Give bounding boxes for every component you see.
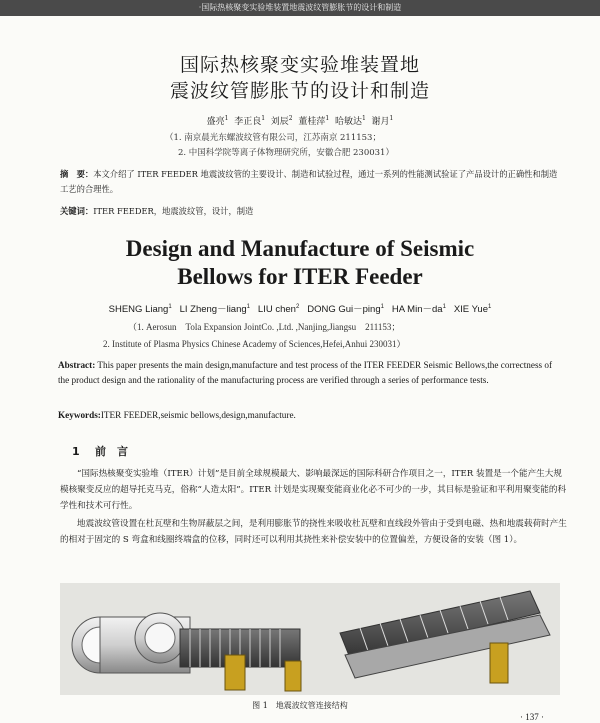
en-author: DONG Gui－ping$^1$ <box>307 303 384 315</box>
cn-author: 刘辰$^2$ <box>270 115 293 127</box>
en-author: HA $Min-da^1$ <box>391 303 446 315</box>
cn-abstract <box>60 167 560 197</box>
en-abstract-text: This paper presents the main design,manufacture and test process of the ITER FEEDER Seismic Bellows,the correctness of the product design and the rationality of the manufacturing process are verified through a series of performance tests. <box>58 360 553 385</box>
cn-keywords-label: 关键词： <box>60 206 94 216</box>
en-author: LIU chen$^2$ <box>257 303 300 315</box>
cn-keywords-text: ITER FEEDER，地震波纹管，设计，制造 <box>93 206 254 216</box>
figure-1-photo <box>60 583 560 695</box>
cn-authors <box>0 114 600 127</box>
page-number: · 137 · <box>520 712 544 722</box>
en-author: XIE Yue$^1$ <box>453 303 492 315</box>
en-abstract-label: Abstract: <box>58 360 96 370</box>
cn-abstract-label: 摘 要： <box>60 169 94 179</box>
cn-affiliation-1: （1. 南京晨光东螺波纹管有限公司，江苏南京 211153； <box>165 133 381 143</box>
cn-author: 李正良$^1$ <box>234 115 266 127</box>
support-bracket <box>225 655 245 690</box>
cn-title-line1: 国际热核聚变实验堆装置地 <box>179 54 420 76</box>
en-title-line1: Design and Manufacture of Seismic <box>125 236 475 261</box>
figure-1-caption: 图 1 地震波纹管连接结构 <box>252 701 348 710</box>
running-header <box>0 0 600 16</box>
en-abstract <box>58 358 558 388</box>
running-title: ·国际热核聚变实验堆装置地震波纹管膨胀节的设计和制造 <box>198 3 402 12</box>
en-affiliation-2: 2. Institute of Plasma Physics Chinese Academy of Sciences,Hefei,Anhui 230031） <box>103 339 406 349</box>
section-title: 前 言 <box>94 445 128 458</box>
en-title-line2: Bellows for ITER Feeder <box>177 264 423 289</box>
section-heading <box>72 443 128 459</box>
cn-title-line2: 震波纹管膨胀节的设计和制造 <box>169 80 430 102</box>
en-keywords-text: ITER FEEDER,seismic bellows,design,manufacture. <box>100 410 296 420</box>
body-paragraph-2: 地震波纹管设置在杜瓦壁和生物屏蔽层之间，是利用膨胀节的挠性来吸收杜瓦壁和直线段外管由于受到电磁、热和地震载荷时产生的相对于固定的 S 弯盒和线圈终端盒的位移，同时还可以利用其挠性来补偿安装中的位置偏差，方便设备的安装（图 1）。 <box>60 519 567 545</box>
cn-affiliation-2: 2. 中国科学院等离子体物理研究所，安徽合肥 230031） <box>178 148 394 158</box>
section-number: 1 <box>72 445 80 458</box>
cn-author: 盛亮$^1$ <box>206 115 229 127</box>
en-affiliation-1: （1. Aerosun Tola Expansion JointCo. ,Ltd. ,Nanjing,Jiangsu 211153； <box>128 322 401 332</box>
en-author: SHENG Liang$^1$ <box>108 303 172 315</box>
body-paragraph-1: “国际热核聚变实验堆（ITER）计划”是目前全球规模最大、影响最深远的国际科研合作项目之一，ITER 装置是一个能产生大规模核聚变反应的超导托克马克，俗称“人造太阳”。ITER 计划是实现聚变能商业化必不可少的一步，其目标是验证和平利用聚变能的科学性和技术可行性。 <box>60 469 567 511</box>
en-author: LI Zheng－liang$^1$ <box>179 303 250 315</box>
cn-author: 哈敏达$^1$ <box>334 115 366 127</box>
cn-author: 董桂萍$^1$ <box>298 115 330 127</box>
bellows-structure-illustration <box>60 583 560 695</box>
cn-abstract-text: 本文介绍了 ITER FEEDER 地震波纹管的主要设计、制造和试验过程，通过一系列的性能测试验证了产品设计的正确性和制造工艺的合理性。 <box>60 169 558 194</box>
en-authors <box>0 301 600 315</box>
cn-author: 谢月$^1$ <box>371 115 394 127</box>
en-keywords <box>58 408 558 423</box>
en-keywords-label: Keywords: <box>58 410 101 420</box>
cn-keywords <box>60 204 560 219</box>
